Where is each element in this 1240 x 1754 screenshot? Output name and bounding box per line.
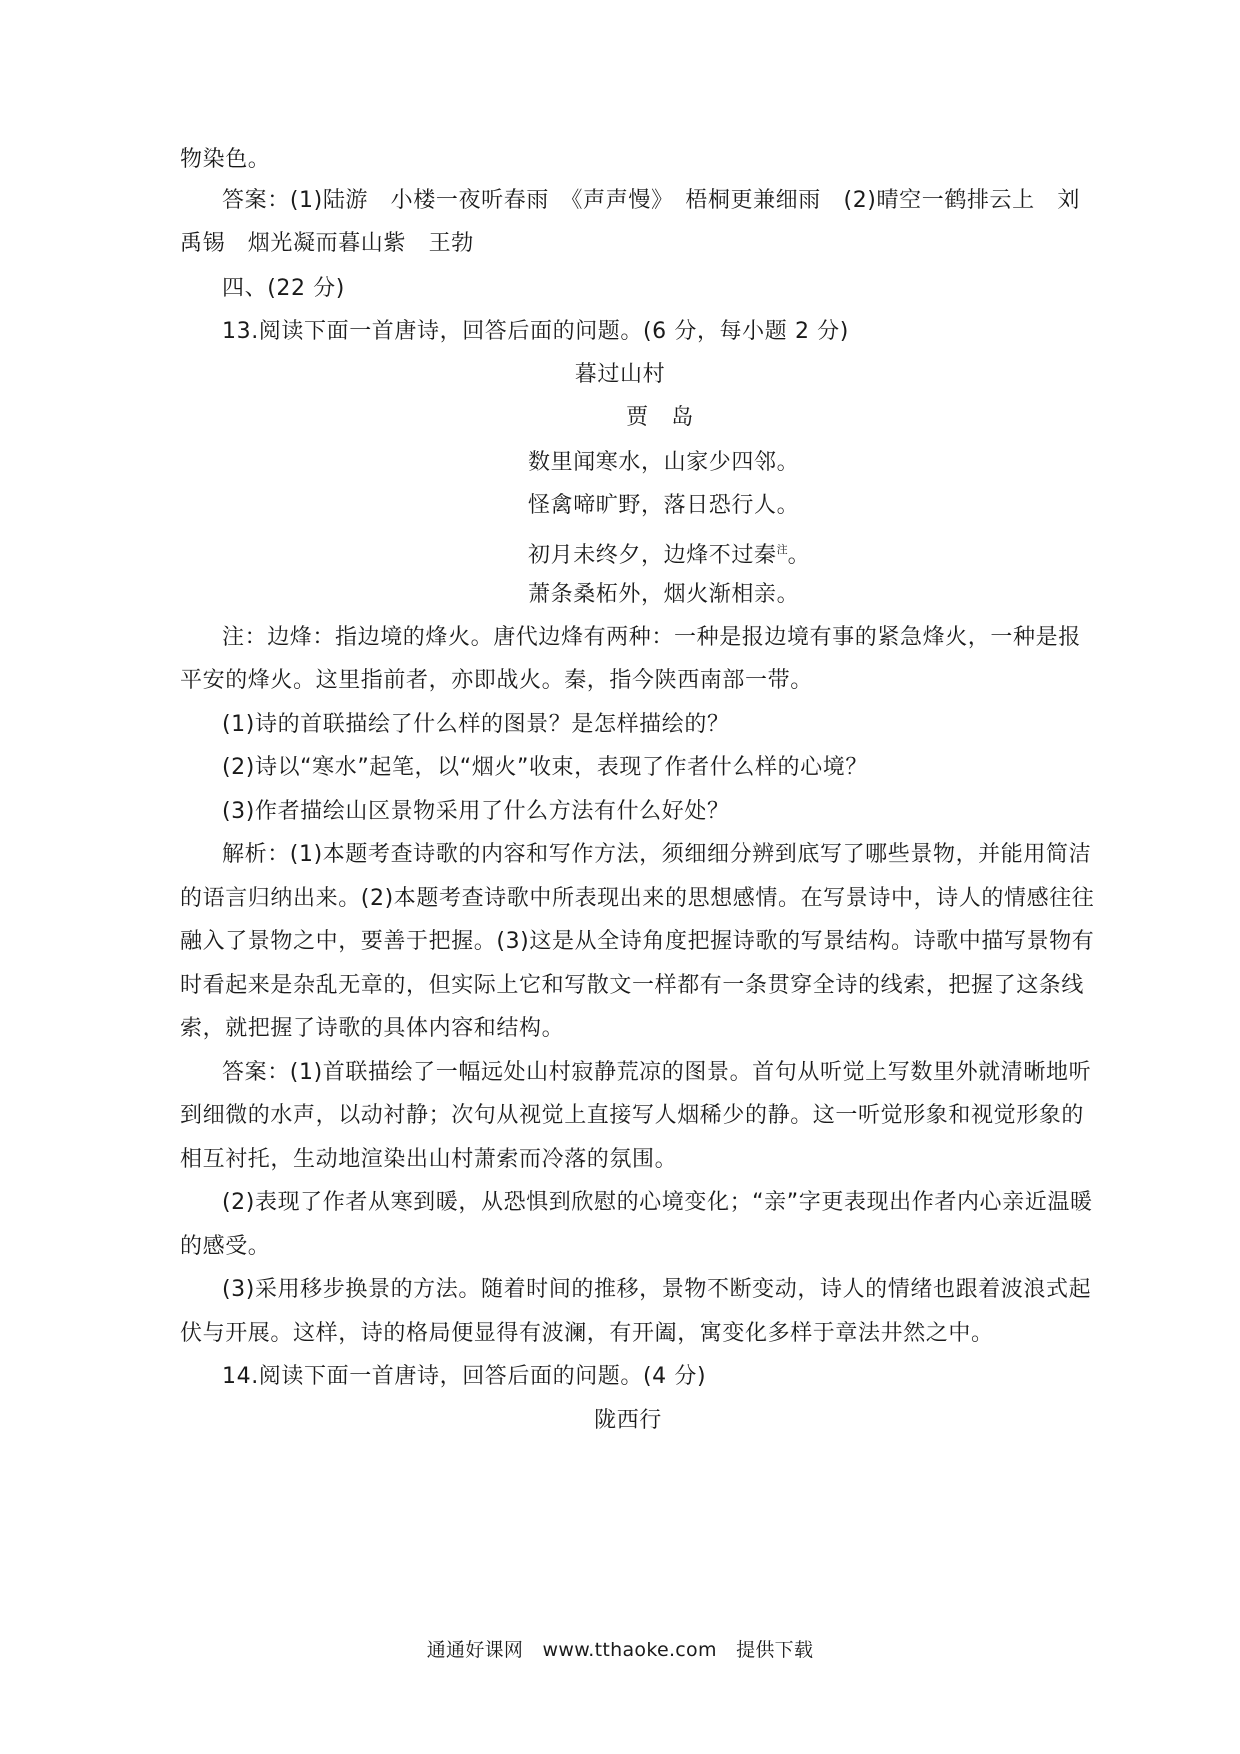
- footnote-marker: 注: [776, 543, 788, 556]
- poem-line: 萧条桑柘外，烟火渐相亲。: [528, 582, 800, 607]
- poem-author: 贾 岛: [626, 405, 694, 430]
- question-13-heading: 13.阅读下面一首唐诗，回答后面的问题。(6 分，每小题 2 分): [222, 319, 849, 344]
- analysis-line: 解析：(1)本题考查诗歌的内容和写作方法，须细细分辨到底写了哪些景物，并能用简洁: [222, 842, 1092, 867]
- poem-line: [528, 535, 1088, 571]
- question-item: (3)作者描绘山区景物采用了什么方法有什么好处？: [222, 799, 730, 824]
- poem-line: 数里闻寒水，山家少四邻。: [528, 450, 800, 475]
- poem-line-text: 初月未终夕，边烽不过秦: [528, 543, 777, 568]
- answer-line: (2)表现了作者从寒到暖，从恐惧到欣慰的心境变化；“亲”字更表现出作者内心亲近温暖: [222, 1190, 1093, 1215]
- poem-line: 怪禽啼旷野，落日恐行人。: [528, 493, 800, 518]
- page-footer: 通通好课网 www.tthaoke.com 提供下载: [426, 1639, 814, 1661]
- answer-line: 的感受。: [180, 1234, 271, 1259]
- question-item: (2)诗以“寒水”起笔，以“烟火”收束，表现了作者什么样的心境？: [222, 755, 868, 780]
- section-heading: 四、(22 分): [222, 276, 345, 301]
- analysis-line: 索，就把握了诗歌的具体内容和结构。: [180, 1016, 565, 1041]
- analysis-line: 时看起来是杂乱无章的，但实际上它和写散文一样都有一条贯穿全诗的线索，把握了这条线: [180, 973, 1085, 998]
- answer-line: 到细微的水声，以动衬静；次句从视觉上直接写人烟稀少的静。这一听觉形象和视觉形象的: [180, 1103, 1085, 1128]
- answer-line: (3)采用移步换景的方法。随着时间的推移，景物不断变动，诗人的情绪也跟着波浪式起: [222, 1277, 1092, 1302]
- question-item: (1)诗的首联描绘了什么样的图景？是怎样描绘的？: [222, 712, 730, 737]
- answer-line: 禹锡 烟光凝而暮山紫 王勃: [180, 231, 474, 256]
- note-line: 平安的烽火。这里指前者，亦即战火。秦，指今陕西南部一带。: [180, 668, 813, 693]
- text-line: 物染色。: [180, 147, 271, 172]
- poem-line-punct: 。: [787, 543, 811, 568]
- question-14-heading: 14.阅读下面一首唐诗，回答后面的问题。(4 分): [222, 1364, 707, 1389]
- answer-line: 相互衬托，生动地渲染出山村萧索而冷落的氛围。: [180, 1147, 678, 1172]
- answer-line: 伏与开展。这样，诗的格局便显得有波澜，有开阖，寓变化多样于章法井然之中。: [180, 1321, 994, 1346]
- answer-line: 答案：(1)首联描绘了一幅远处山村寂静荒凉的图景。首句从听觉上写数里外就清晰地听: [222, 1060, 1092, 1085]
- analysis-line: 的语言归纳出来。(2)本题考查诗歌中所表现出来的思想感情。在写景诗中，诗人的情感往往: [180, 886, 1095, 911]
- note-line: 注：边烽：指边境的烽火。唐代边烽有两种：一种是报边境有事的紧急烽火，一种是报: [222, 625, 1081, 650]
- poem-title: 陇西行: [594, 1408, 662, 1433]
- answer-line: 答案：(1)陆游 小楼一夜听春雨 《声声慢》 梧桐更兼细雨 (2)晴空一鹤排云上 刘: [222, 188, 1080, 213]
- poem-title: 暮过山村: [574, 362, 666, 387]
- analysis-line: 融入了景物之中，要善于把握。(3)这是从全诗角度把握诗歌的写景结构。诗歌中描写景物有: [180, 929, 1095, 954]
